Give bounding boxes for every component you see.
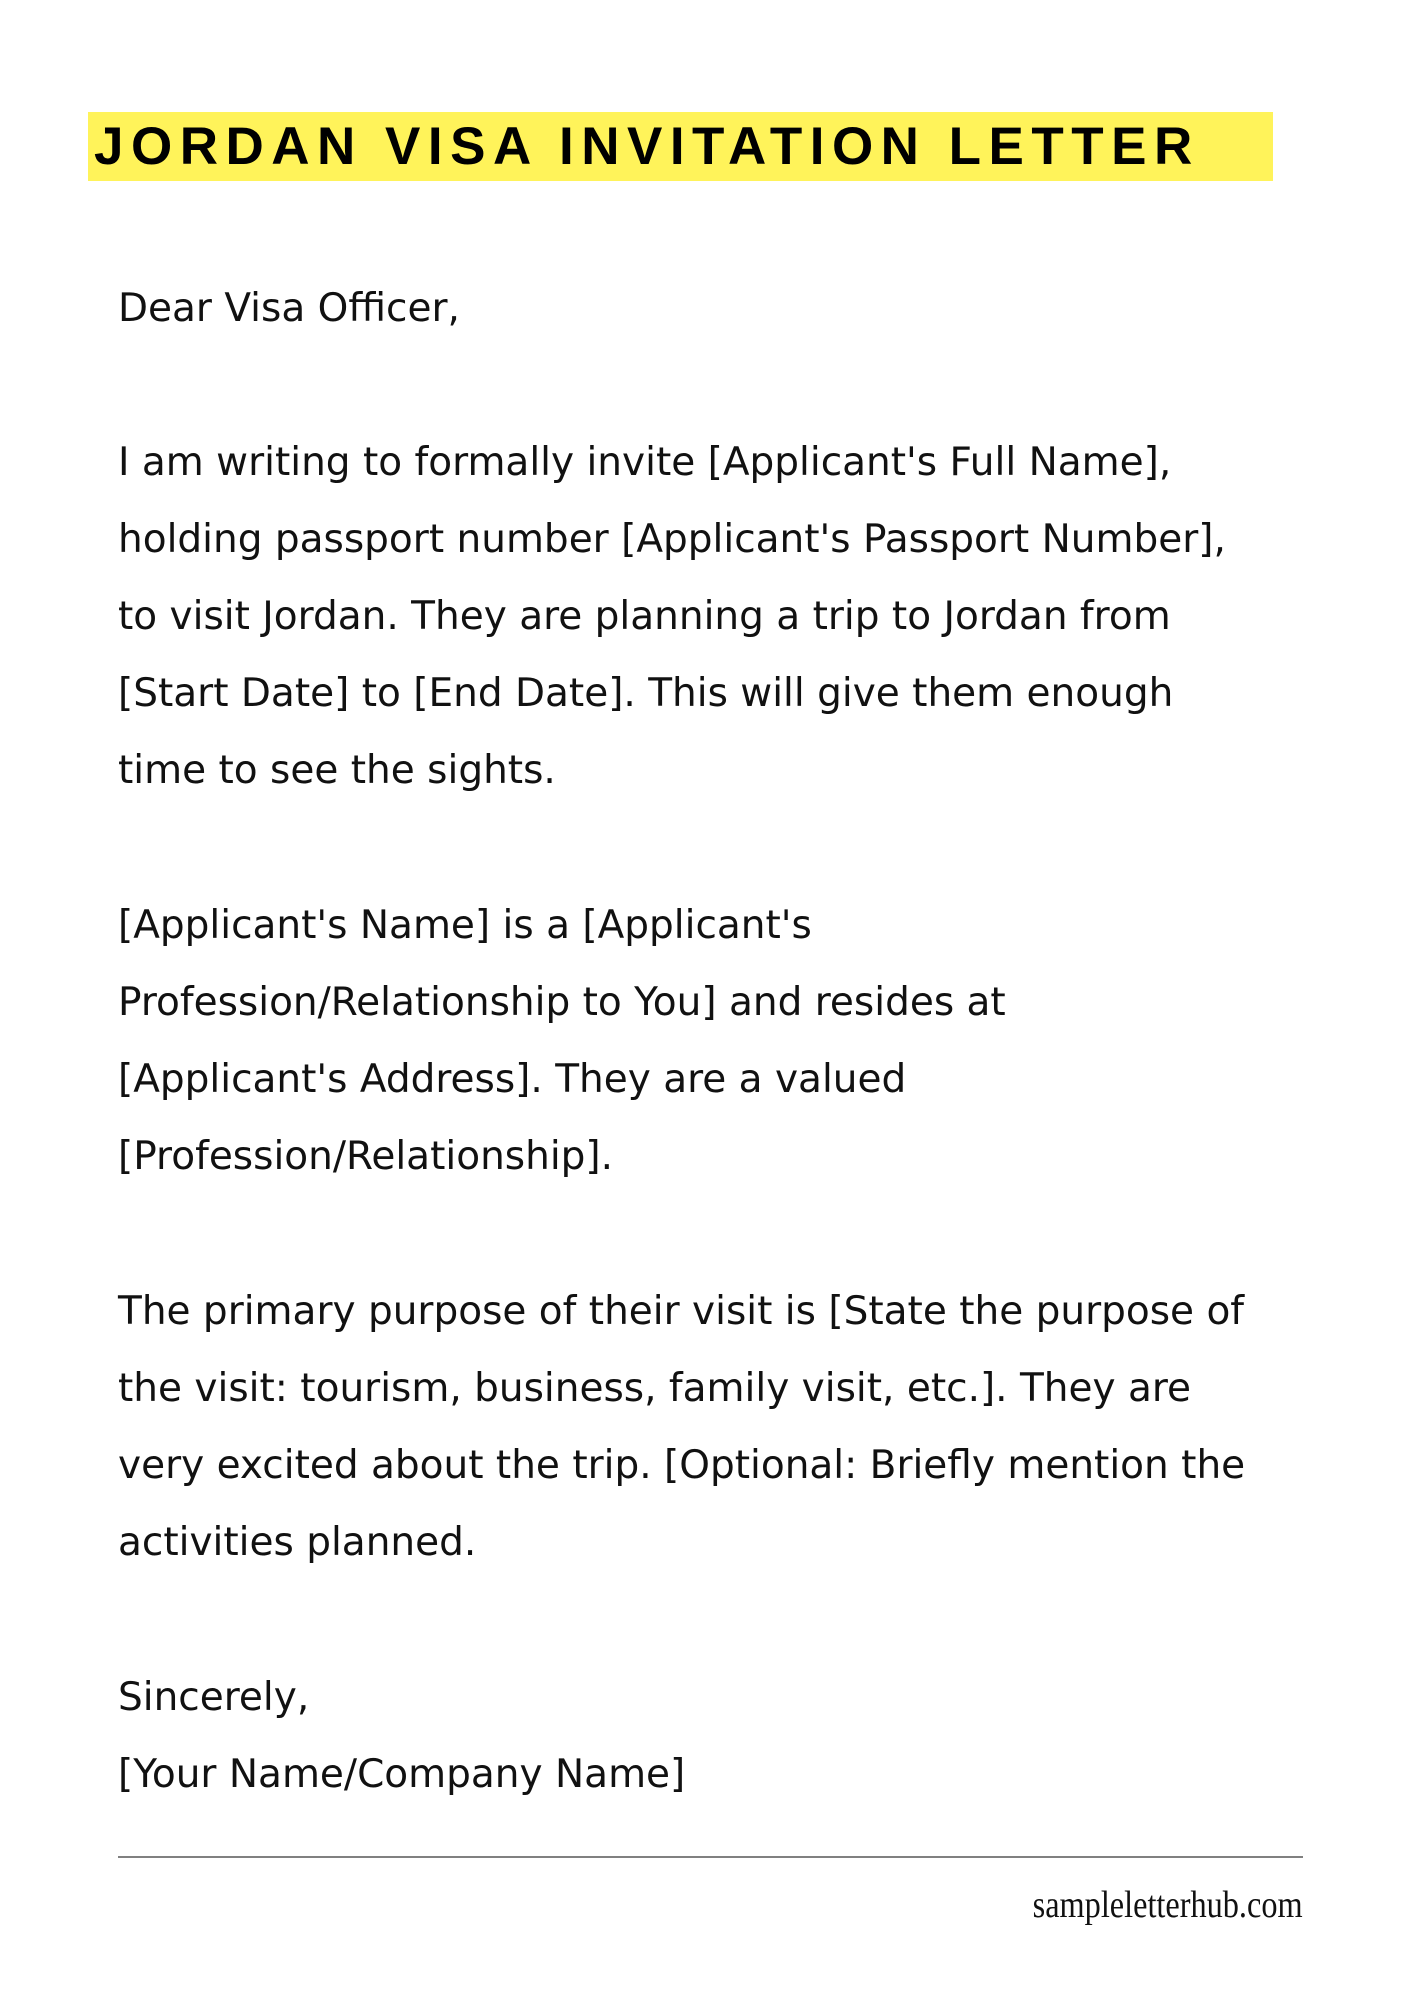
paragraph-3-line: The primary purpose of their visit is [State the purpose of	[118, 1289, 1245, 1334]
paragraph-2-line: [Applicant's Name] is a [Applicant's	[118, 903, 812, 948]
paragraph-3-line: very excited about the trip. [Optional: Briefly mention the	[118, 1443, 1246, 1488]
page-title: JORDAN VISA INVITATION LETTER	[94, 117, 1200, 176]
footer-divider	[118, 1856, 1303, 1858]
paragraph-2-line: Profession/Relationship to You] and resides at	[118, 980, 1006, 1025]
paragraph-1-line: I am writing to formally invite [Applicant's Full Name],	[118, 440, 1172, 485]
paragraph-2-line: [Applicant's Address]. They are a valued	[118, 1057, 907, 1102]
paragraph-1-line: to visit Jordan. They are planning a trip to Jordan from	[118, 594, 1171, 639]
paragraph-3-line: activities planned.	[118, 1520, 477, 1565]
paragraph-1-line: holding passport number [Applicant's Passport Number],	[118, 517, 1226, 562]
footer-site-name: sampleletterhub.com	[1033, 1884, 1303, 1926]
paragraph-1-line: time to see the sights.	[118, 748, 556, 793]
salutation: Dear Visa Officer,	[118, 286, 460, 331]
paragraph-3-line: the visit: tourism, business, family visit, etc.]. They are	[118, 1366, 1192, 1411]
paragraph-1-line: [Start Date] to [End Date]. This will give them enough	[118, 671, 1174, 716]
signature: [Your Name/Company Name]	[118, 1752, 686, 1797]
closing: Sincerely,	[118, 1675, 310, 1720]
paragraph-2-line: [Profession/Relationship].	[118, 1134, 614, 1179]
